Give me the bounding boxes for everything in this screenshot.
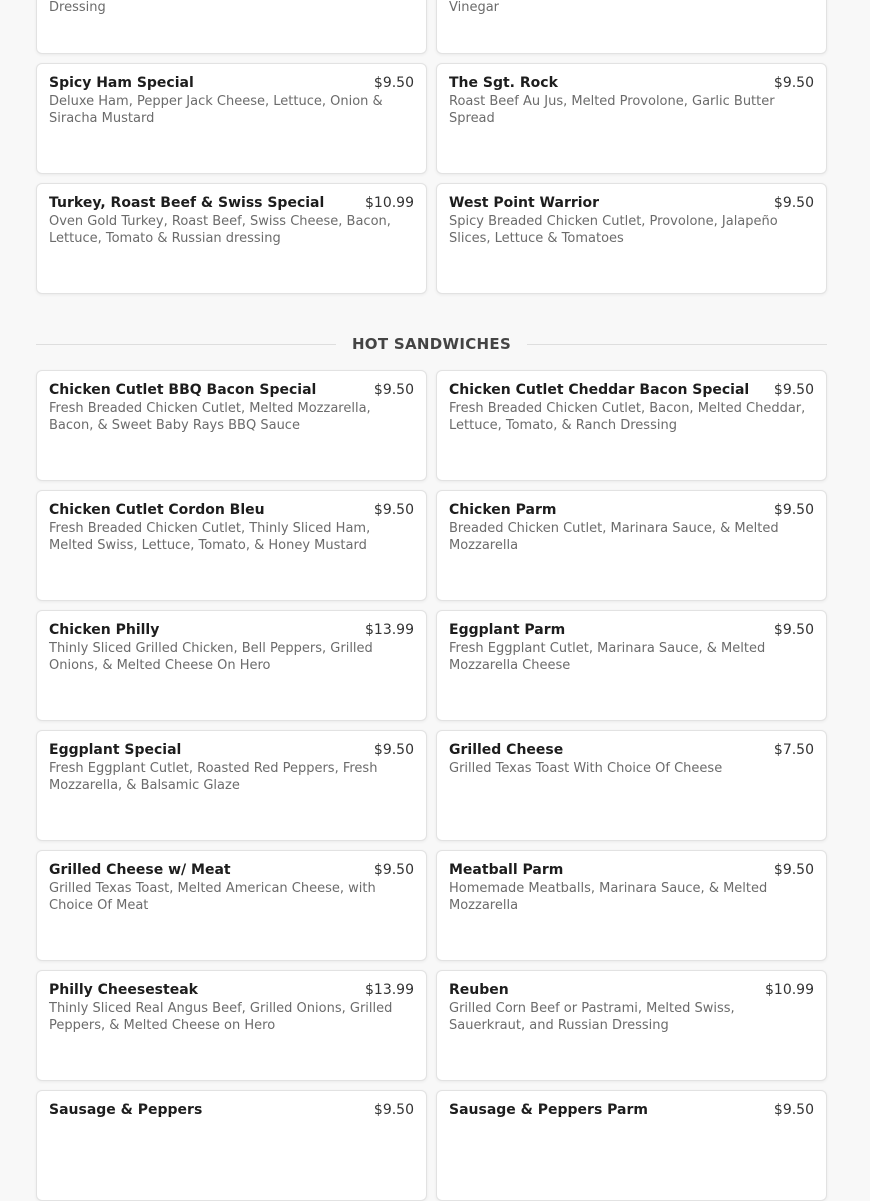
- menu-item-card[interactable]: [36, 183, 427, 294]
- menu-item-price: $9.50: [373, 502, 414, 518]
- menu-item-card[interactable]: [36, 610, 427, 721]
- menu-item-price: $7.50: [773, 742, 814, 758]
- menu-item-header: [449, 73, 814, 93]
- menu-item-header: [49, 73, 414, 93]
- menu-item-name: Chicken Cutlet Cheddar Bacon Special: [449, 382, 750, 398]
- divider-left: [36, 344, 336, 345]
- menu-item-header: [49, 380, 414, 400]
- menu-item-card[interactable]: [436, 370, 827, 481]
- menu-item-name: Chicken Cutlet BBQ Bacon Special: [49, 382, 317, 398]
- menu-item-price: $13.99: [365, 982, 414, 998]
- menu-item-card[interactable]: [36, 370, 427, 481]
- menu-item-card[interactable]: [36, 0, 427, 54]
- menu-item-header: [49, 1100, 414, 1120]
- menu-item-description: Grilled Corn Beef or Pastrami, Melted Swiss, Sauerkraut, and Russian Dressing: [449, 1001, 735, 1033]
- menu-item-description: Grilled Texas Toast With Choice Of Cheese: [449, 761, 723, 776]
- menu-item-name: West Point Warrior: [449, 195, 600, 211]
- menu-item-header: [449, 193, 814, 213]
- menu-item-card[interactable]: [436, 1090, 827, 1201]
- menu-item-name: Grilled Cheese: [449, 742, 564, 758]
- menu-item-header: [49, 500, 414, 520]
- menu-item-header: [49, 620, 414, 640]
- menu-item-header: [49, 193, 414, 213]
- menu-item-price: $9.50: [773, 862, 814, 878]
- menu-item-description: Deluxe Ham, Pepper Jack Cheese, Lettuce, Onion & Siracha Mustard: [49, 94, 383, 126]
- menu-item-name: Eggplant Parm: [449, 622, 566, 638]
- menu-item-card[interactable]: [436, 730, 827, 841]
- section-title: HOT SANDWICHES: [351, 335, 512, 353]
- menu-item-price: $9.50: [773, 195, 814, 211]
- menu-item-header: [49, 740, 414, 760]
- menu-item-card[interactable]: [436, 0, 827, 54]
- divider-right: [527, 344, 827, 345]
- menu-item-price: $10.99: [365, 195, 414, 211]
- menu-item-price: $9.50: [373, 742, 414, 758]
- menu-item-description: Fresh Breaded Chicken Cutlet, Bacon, Melted Cheddar, Lettuce, Tomato, & Ranch Dressing: [449, 401, 806, 433]
- menu-item-name: Sausage & Peppers Parm: [449, 1102, 648, 1118]
- menu-item-price: $10.99: [765, 982, 814, 998]
- menu-item-name: Meatball Parm: [449, 862, 564, 878]
- menu-item-name: Chicken Parm: [449, 502, 557, 518]
- menu-grid-top: [36, 0, 827, 294]
- menu-item-card[interactable]: [436, 490, 827, 601]
- menu-item-name: Turkey, Roast Beef & Swiss Special: [49, 195, 325, 211]
- menu-item-price: $9.50: [773, 382, 814, 398]
- menu-item-description: Breaded Chicken Cutlet, Marinara Sauce, & Melted Mozzarella: [449, 521, 779, 553]
- menu-item-header: [449, 620, 814, 640]
- menu-item-price: $9.50: [373, 1102, 414, 1118]
- menu-item-name: The Sgt. Rock: [449, 75, 558, 91]
- menu-item-card[interactable]: [436, 850, 827, 961]
- menu-item-price: $9.50: [773, 1102, 814, 1118]
- menu-item-header: [449, 1100, 814, 1120]
- menu-item-price: $9.50: [373, 75, 414, 91]
- menu-item-description: Homemade Meatballs, Marinara Sauce, & Melted Mozzarella: [449, 881, 768, 913]
- menu-item-header: [449, 380, 814, 400]
- menu-item-description: Grilled Texas Toast, Melted American Cheese, with Choice Of Meat: [49, 881, 376, 913]
- menu-item-card[interactable]: [436, 183, 827, 294]
- menu-item-description: Dressing: [49, 0, 106, 15]
- menu-item-description: Spicy Breaded Chicken Cutlet, Provolone, Jalapeño Slices, Lettuce & Tomatoes: [449, 214, 778, 246]
- menu-item-card[interactable]: [436, 63, 827, 174]
- menu-item-name: Spicy Ham Special: [49, 75, 194, 91]
- menu-item-description: Oven Gold Turkey, Roast Beef, Swiss Cheese, Bacon, Lettuce, Tomato & Russian dressing: [49, 214, 391, 246]
- menu-item-description: Fresh Breaded Chicken Cutlet, Melted Mozzarella, Bacon, & Sweet Baby Rays BBQ Sauce: [49, 401, 371, 433]
- menu-item-name: Sausage & Peppers: [49, 1102, 203, 1118]
- menu-item-description: Fresh Eggplant Cutlet, Marinara Sauce, & Melted Mozzarella Cheese: [449, 641, 766, 673]
- menu-item-card[interactable]: [36, 730, 427, 841]
- menu-item-name: Philly Cheesesteak: [49, 982, 198, 998]
- menu-item-price: $13.99: [365, 622, 414, 638]
- menu-item-description: Vinegar: [449, 0, 500, 15]
- menu-item-header: [49, 860, 414, 880]
- menu-item-price: $9.50: [373, 382, 414, 398]
- section-header-hot-sandwiches: [36, 332, 827, 356]
- menu-item-name: Chicken Cutlet Cordon Bleu: [49, 502, 265, 518]
- menu-item-header: [449, 860, 814, 880]
- menu-item-price: $9.50: [373, 862, 414, 878]
- menu-item-description: Thinly Sliced Grilled Chicken, Bell Peppers, Grilled Onions, & Melted Cheese On Hero: [49, 641, 373, 673]
- menu-item-name: Reuben: [449, 982, 509, 998]
- menu-item-card[interactable]: [36, 850, 427, 961]
- menu-item-card[interactable]: [36, 1090, 427, 1201]
- menu-item-price: $9.50: [773, 622, 814, 638]
- menu-item-price: $9.50: [773, 502, 814, 518]
- menu-item-header: [449, 740, 814, 760]
- menu-item-name: Grilled Cheese w/ Meat: [49, 862, 231, 878]
- menu-item-name: Chicken Philly: [49, 622, 160, 638]
- menu-item-description: Roast Beef Au Jus, Melted Provolone, Garlic Butter Spread: [449, 94, 775, 126]
- menu-item-description: Thinly Sliced Real Angus Beef, Grilled Onions, Grilled Peppers, & Melted Cheese on Hero: [49, 1001, 393, 1033]
- menu-item-price: $9.50: [773, 75, 814, 91]
- menu-item-header: [449, 500, 814, 520]
- menu-item-description: Fresh Breaded Chicken Cutlet, Thinly Sliced Ham, Melted Swiss, Lettuce, Tomato, & Honey Mustard: [49, 521, 371, 553]
- menu-grid-hot-sandwiches: [36, 370, 827, 1201]
- menu-item-description: Fresh Eggplant Cutlet, Roasted Red Peppers, Fresh Mozzarella, & Balsamic Glaze: [49, 761, 378, 793]
- menu-item-card[interactable]: [36, 490, 427, 601]
- menu-item-card[interactable]: [436, 610, 827, 721]
- menu-item-card[interactable]: [436, 970, 827, 1081]
- menu-item-header: [449, 980, 814, 1000]
- menu-item-name: Eggplant Special: [49, 742, 182, 758]
- menu-item-header: [49, 980, 414, 1000]
- menu-item-card[interactable]: [36, 970, 427, 1081]
- menu-item-card[interactable]: [36, 63, 427, 174]
